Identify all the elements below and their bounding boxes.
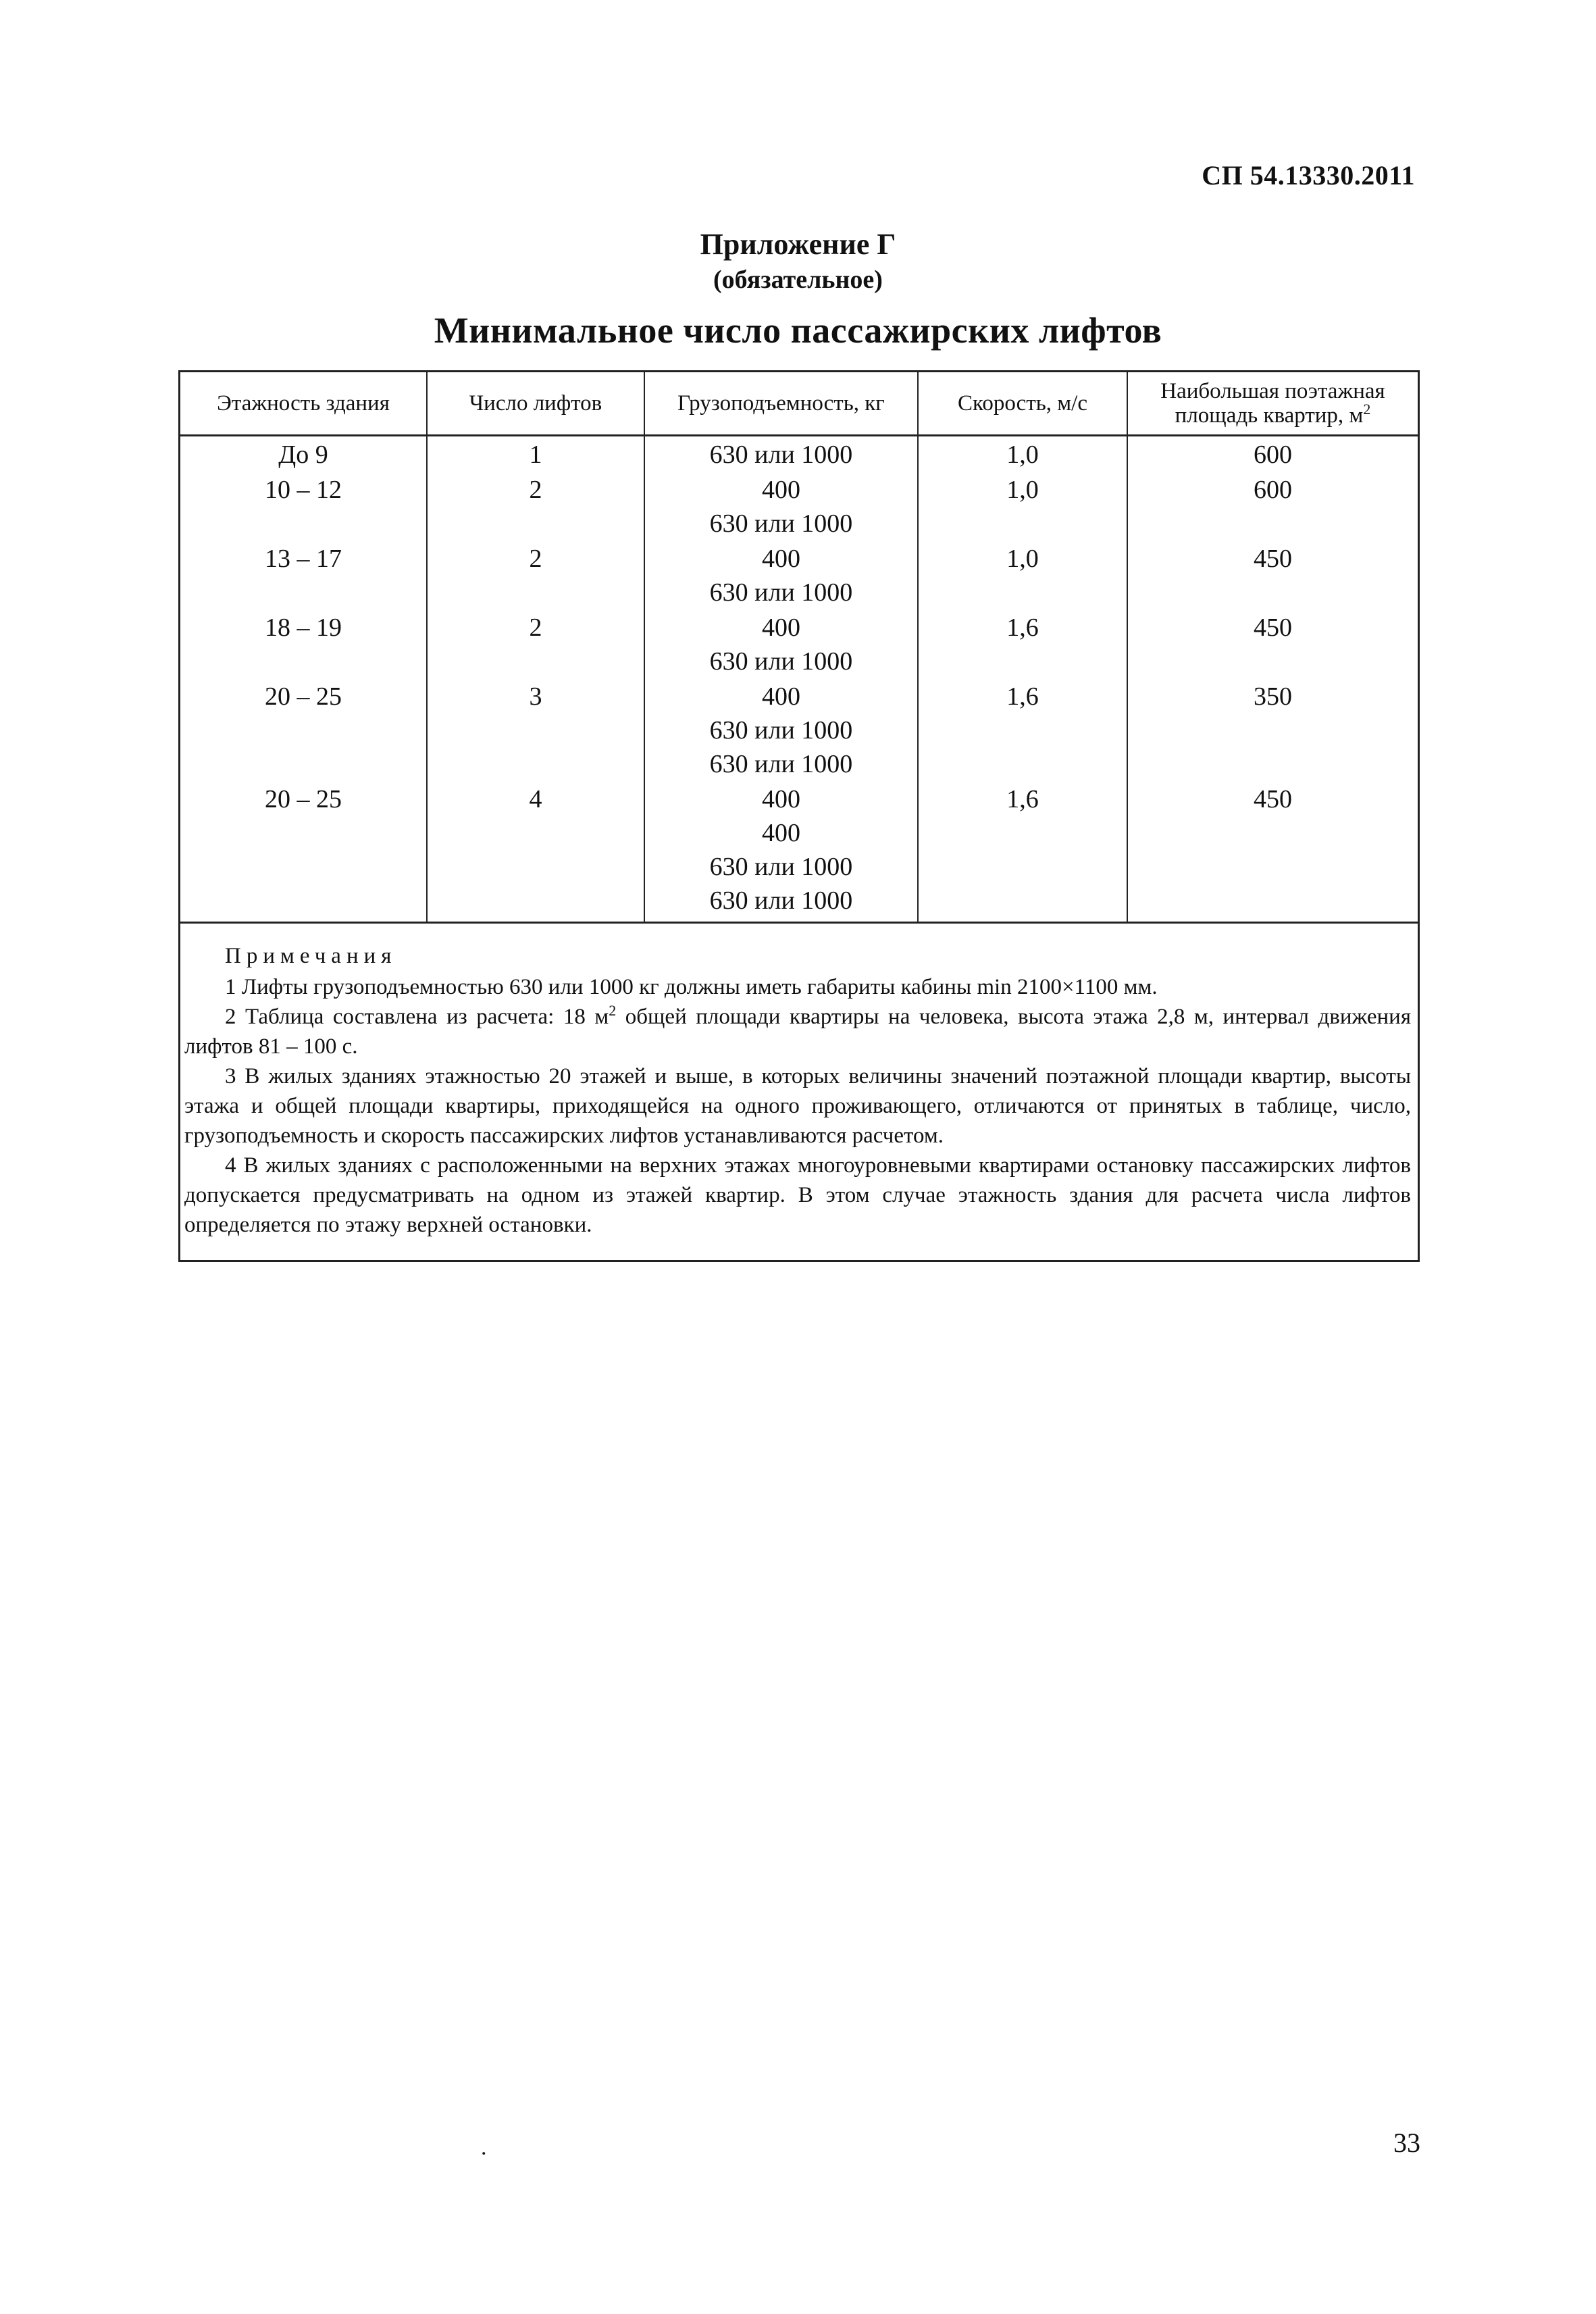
table-row — [180, 781, 1418, 922]
cell-lifts: 3 — [427, 678, 644, 781]
cell-speed: 1,6 — [918, 781, 1127, 922]
note-1: 1 Лифты грузоподъемностью 630 или 1000 кг должны иметь габариты кабины min 2100×1100 мм. — [225, 975, 1158, 999]
appendix-status: (обязательное) — [713, 266, 883, 294]
notes-heading: Примечания — [225, 944, 397, 968]
note-2-sup: 2 — [609, 1002, 617, 1019]
table-header-row — [180, 372, 1418, 436]
cell-floors: До 9 — [180, 436, 427, 472]
cell-speed: 1,6 — [918, 609, 1127, 678]
cell-speed: 1,0 — [918, 540, 1127, 609]
table-row — [180, 678, 1418, 781]
cell-floors: 13 – 17 — [180, 540, 427, 609]
capacity-value: 630 или 1000 — [709, 716, 853, 745]
col-header-area — [1127, 372, 1418, 436]
cell-capacity — [644, 609, 918, 678]
table-row — [180, 436, 1418, 472]
col-header-area-text: Наибольшая поэтажная площадь квартир, м — [1160, 379, 1385, 428]
capacity-value: 630 или 1000 — [709, 750, 853, 778]
cell-area: 600 — [1254, 441, 1292, 469]
cell-speed: 1,6 — [918, 678, 1127, 781]
cell-capacity — [644, 781, 918, 922]
capacity-value: 630 или 1000 — [709, 853, 853, 881]
page-number: 33 — [1393, 2128, 1420, 2158]
table-row — [180, 540, 1418, 609]
cell-lifts: 2 — [427, 540, 644, 609]
cell-area: 450 — [1254, 545, 1292, 573]
cell-lifts: 2 — [427, 609, 644, 678]
cell-area: 600 — [1254, 476, 1292, 504]
col-header-lifts: Число лифтов — [427, 372, 644, 436]
capacity-value: 400 — [762, 819, 800, 847]
cell-lifts: 2 — [427, 472, 644, 540]
col-header-capacity: Грузоподъемность, кг — [644, 372, 918, 436]
cell-speed: 1,0 — [918, 472, 1127, 540]
cell-lifts: 1 — [427, 436, 644, 472]
cell-area: 450 — [1254, 613, 1292, 642]
capacity-value: 630 или 1000 — [709, 647, 853, 676]
note-4: 4 В жилых зданиях с расположенными на верхних этажах многоуровневыми квартирами остановку пассажирских лифтов допускается предусматривать на одном из этажей квартир. В этом случае этажность здания для расчета числа лифтов определяется по этажу верхней остановки. — [184, 1153, 1411, 1237]
note-3: 3 В жилых зданиях этажностью 20 этажей и выше, в которых величины значений поэтажной площади квартир, высоты этажа и общей площади квартиры, приходящейся на одного проживающего, отличаются от принятых в таблице, число, грузоподъемность и скорость пассажирских лифтов устанавливаются расчетом. — [184, 1064, 1411, 1148]
cell-capacity — [644, 436, 918, 472]
capacity-value: 630 или 1000 — [709, 886, 853, 915]
capacity-value: 400 — [762, 682, 800, 711]
cell-area: 450 — [1254, 785, 1292, 813]
table-row — [180, 472, 1418, 540]
capacity-value: 400 — [762, 613, 800, 642]
table-title: Минимальное число пассажирских лифтов — [434, 310, 1162, 351]
appendix-title: Приложение Г — [700, 228, 896, 261]
cell-capacity — [644, 540, 918, 609]
lifts-table — [180, 372, 1418, 922]
note-2-part-a: 2 Таблица составлена из расчета: 18 м — [225, 1005, 609, 1029]
capacity-value: 630 или 1000 — [709, 509, 853, 538]
capacity-value: 400 — [762, 545, 800, 573]
note-2-part-b: общей площади квартиры на человека, высота этажа 2,8 м, интервал движения лифтов 81 – 100 с. — [184, 1005, 1412, 1059]
cell-floors: 10 – 12 — [180, 472, 427, 540]
note-2 — [184, 1002, 1411, 1061]
cell-floors: 20 – 25 — [180, 678, 427, 781]
capacity-value: 400 — [762, 476, 800, 504]
cell-capacity — [644, 678, 918, 781]
capacity-value: 630 или 1000 — [709, 578, 853, 607]
table-row — [180, 609, 1418, 678]
cell-capacity — [644, 472, 918, 540]
cell-floors: 18 – 19 — [180, 609, 427, 678]
capacity-value: 630 или 1000 — [709, 441, 853, 469]
col-header-floors: Этажность здания — [180, 372, 427, 436]
capacity-value: 400 — [762, 785, 800, 813]
document-code: СП 54.13330.2011 — [1202, 160, 1415, 191]
cell-speed: 1,0 — [918, 436, 1127, 472]
notes-block — [180, 922, 1418, 1260]
scan-mark: . — [481, 2135, 487, 2160]
lifts-table-frame — [178, 370, 1420, 1262]
cell-area: 350 — [1254, 682, 1292, 711]
col-header-speed: Скорость, м/с — [918, 372, 1127, 436]
cell-floors: 20 – 25 — [180, 781, 427, 922]
col-header-area-sup: 2 — [1363, 401, 1371, 418]
cell-lifts: 4 — [427, 781, 644, 922]
